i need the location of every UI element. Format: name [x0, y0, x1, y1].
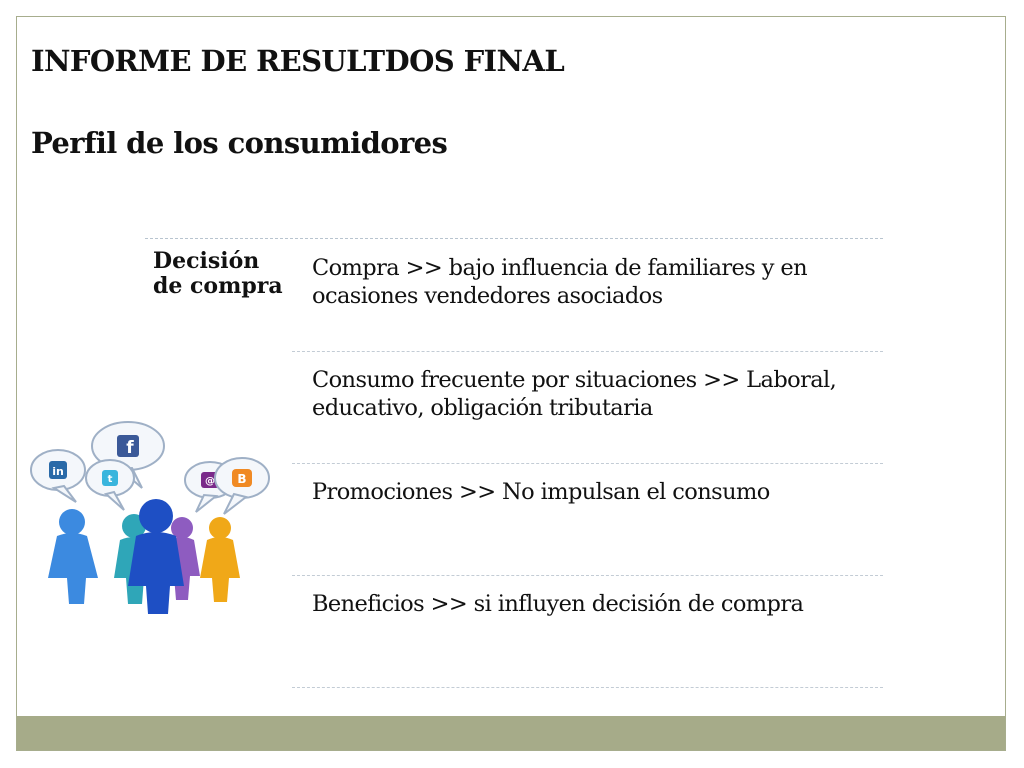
svg-text:f: f	[126, 438, 134, 458]
row-divider	[292, 575, 883, 576]
footer-bar	[17, 716, 1005, 750]
svg-text:B: B	[237, 472, 247, 486]
orange-person	[200, 517, 240, 602]
row-divider	[292, 687, 883, 688]
table-row-3: Promociones >> No impulsan el consumo	[312, 479, 770, 505]
svg-text:in: in	[52, 465, 64, 478]
table-top-divider	[145, 238, 883, 239]
table-row-1: Compra >> bajo influencia de familiares y en ocasiones vendedores asociados	[312, 255, 808, 309]
table-row-4: Beneficios >> si influyen decisión de compra	[312, 591, 804, 617]
social-people-illustration	[24, 418, 280, 618]
category-label: Decisión de compra	[153, 248, 283, 299]
svg-text:@: @	[205, 476, 215, 487]
light-blue-person	[48, 509, 98, 604]
slide-title: INFORME DE RESULTDOS FINAL	[31, 44, 565, 78]
blogger-bubble	[215, 458, 269, 514]
row-divider	[292, 463, 883, 464]
twitter-bubble	[86, 460, 134, 510]
table-row-2: Consumo frecuente por situaciones >> Laboral, educativo, obligación tributaria	[312, 367, 837, 421]
linkedin-bubble	[31, 450, 85, 502]
slide-subtitle: Perfil de los consumidores	[31, 126, 448, 160]
row-divider	[292, 351, 883, 352]
svg-text:t: t	[107, 474, 113, 485]
